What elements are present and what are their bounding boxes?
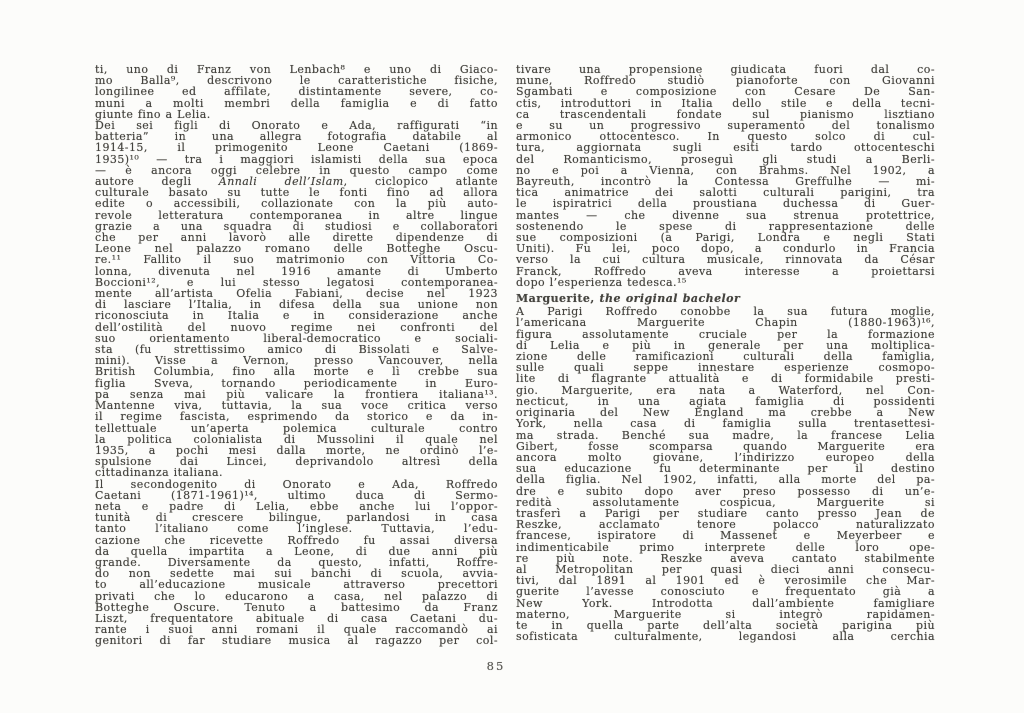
text-line: dre e subito dopo aver preso possesso di un’e- <box>516 484 935 498</box>
text-line: to all’educazione musicale attraverso precettori <box>95 578 498 592</box>
text-line: il regime fascista, esprimendo da storico e da in- <box>95 410 498 424</box>
text-line: Leone nel palazzo romano delle Botteghe Oscu- <box>95 242 498 256</box>
text-line: originaria del New England ma crebbe a New <box>516 406 935 420</box>
text-line: sostenendo le spese di rappresentazione delle <box>516 219 935 233</box>
text-line: Uniti). Fu lei, poco dopo, a condurlo in Francia <box>516 242 935 256</box>
text-line: necticut, in una agiata famiglia di possidenti <box>516 394 935 408</box>
text-line: cazione che ricevette Roffredo fu assai diversa <box>95 533 498 547</box>
text-line: tanto l’italiano come l’inglese. Tuttavia, l’edu- <box>95 522 498 536</box>
section-heading-bold: Marguerite, <box>516 292 595 306</box>
text-line: sulle quali seppe innestare esperienze cosmopo- <box>516 361 935 375</box>
text-line: lonna, divenuta nel 1916 amante di Umberto <box>95 264 498 278</box>
text-line: Il secondogenito di Onorato e Ada, Roffredo <box>95 477 498 491</box>
text-line: do non sedette mai sui banchi di scuola, avvia- <box>95 567 498 581</box>
text-line: Reszke, acclamato tenore polacco naturalizzato <box>516 518 935 532</box>
text-line: guerite l’avesse conosciuto e frequentato già a <box>516 585 935 599</box>
text-line: mune, Roffredo studiò pianoforte con Giovanni <box>516 74 935 88</box>
text-line: re.¹¹ Fallito il suo matrimonio con Vittoria Co- <box>95 253 498 267</box>
text-line: lite di flagrante attualità e di formidabile presti- <box>516 372 935 386</box>
text-line: della figlia. Nel 1902, infatti, alla morte del pa- <box>516 473 935 487</box>
text-line: di Lelia e più in generale per una moltiplica- <box>516 338 935 352</box>
text-line: cittadinanza italiana. <box>95 466 223 480</box>
text-line: Boccioni¹², e lui stesso legatosi contemporanea- <box>95 275 498 289</box>
text-line: mini). Visse a Vernon, presso Vancouver, nella <box>95 354 498 368</box>
text-line: genitori di far studiare musica al ragazzo per col- <box>95 634 498 648</box>
text-line: 1935, a pochi mesi dalla morte, ne ordinò l’e- <box>95 443 498 457</box>
text-line: New York. Introdotta dall’ambiente famigliare <box>516 596 935 610</box>
text-line: York, nella casa di famiglia sulla trentasettesi- <box>516 417 935 431</box>
text-line: grazie a una squadra di studiosi e collaboratori <box>95 219 498 233</box>
text-line: giunte fino a Lelia. <box>95 107 211 121</box>
text-line: sta (fu strettissimo amico di Bissolati e Salve- <box>95 343 498 357</box>
text-line: materno, Marguerite si integrò rapidamen- <box>516 607 935 621</box>
text-line: indimenticabile primo interprete delle loro ope- <box>516 540 935 554</box>
text-line: edite o accessibili, collazionate con la più auto- <box>95 197 498 211</box>
text-line: mantes — che divenne sua strenua protettrice, <box>516 208 935 222</box>
text-line: autore degli Annali dell’Islam, ciclopico atlante <box>95 175 498 189</box>
right-column-para1 <box>516 64 935 288</box>
text-line: figura assolutamente cruciale per la formazione <box>516 327 935 341</box>
text-line: Mantenne viva, tuttavia, la sua voce critica verso <box>95 399 498 413</box>
text-line: dell’ostilità del nuovo regime nei confronti del <box>95 320 498 334</box>
text-line: longilinee ed affilate, distintamente severe, co- <box>95 85 498 99</box>
left-column-lines <box>95 64 498 647</box>
text-line: sua educazione fu determinante per il destino <box>516 462 935 476</box>
text-line: rante i suoi anni romani il quale raccomandò ai <box>95 623 498 637</box>
text-line: gio. Marguerite, era nata a Waterford, nel Con- <box>516 383 935 397</box>
text-line: ti, uno di Franz von Lenbach⁸ e uno di Giaco- <box>95 63 498 76</box>
text-line: Liszt, frequentatore abituale di casa Caetani du- <box>95 611 498 625</box>
text-line: tellettuale un’aperta polemica culturale contro <box>95 421 498 435</box>
text-line: — è ancora oggi celebre in questo campo come <box>95 163 498 177</box>
text-line: tivare una propensione giudicata fuori dal co- <box>516 63 935 76</box>
text-line: 1914-15, il primogenito Leone Caetani (1869- <box>95 141 498 155</box>
text-line: redità assolutamente cospicua, Marguerite si <box>516 495 935 509</box>
text-line: ma strada. Benché sua madre, la francese Lelia <box>516 428 935 442</box>
text-line: da quella impartita a Leone, di due anni più <box>95 544 498 558</box>
left-column <box>95 64 498 647</box>
text-line: A Parigi Roffredo conobbe la sua futura moglie, <box>516 305 935 319</box>
text-line: verso la cui cultura musicale, rinnovata da César <box>516 253 935 267</box>
text-line: mo Balla⁹, descrivono le caratteristiche fisiche, <box>95 74 498 88</box>
text-line: culturale basato su tutte le fonti fino ad allora <box>95 186 498 200</box>
text-line: che per anni lavorò alle dirette dipendenze di <box>95 231 498 245</box>
text-line: suo orientamento liberal-democratico e sociali- <box>95 331 498 345</box>
text-line: la politica colonialista di Mussolini il quale nel <box>95 432 498 446</box>
text-line: tunità di crescere bilingue, parlandosi in casa <box>95 511 498 525</box>
text-line: Bayreuth, incontrò la Contessa Greffulhe — mi- <box>516 175 935 189</box>
text-line: batteria” in una allegra fotografia databile al <box>95 130 498 144</box>
text-line: Franck, Roffredo aveva interesse a proiettarsi <box>516 264 935 278</box>
text-line: le ispiratrici della proustiana duchessa di Guer- <box>516 197 935 211</box>
text-line: trasferì a Parigi per studiare canto presso Jean de <box>516 506 935 520</box>
text-line: British Columbia, fino alla morte e lì crebbe sua <box>95 365 498 379</box>
text-line: mente all’artista Ofelia Fabiani, decise nel 1923 <box>95 287 498 301</box>
text-line: spulsione dai Lincei, deprivandolo altresì della <box>95 455 498 469</box>
text-line: ancora molto giovane, l’indirizzo europeo della <box>516 450 935 464</box>
text-line: Dei sei figli di Onorato e Ada, raffigurati “in <box>95 119 498 133</box>
section-heading-italic: the original bachelor <box>599 292 741 306</box>
text-line: figlia Sveva, tornando periodicamente in Euro- <box>95 376 498 390</box>
text-line: re più note. Reszke aveva cantato stabilmente <box>516 551 935 565</box>
text-line: di lasciare l’Italia, in difesa della sua unione non <box>95 298 498 312</box>
text-line: al Metropolitan per quasi dieci anni consecu- <box>516 562 935 576</box>
text-line: del Romanticismo, proseguì gli studi a Berli- <box>516 152 935 166</box>
text-line: ctis, introduttori in Italia dello stile e della tecni- <box>516 96 935 110</box>
text-line: 1935)¹⁰ — tra i maggiori islamisti della sua epoca <box>95 152 498 166</box>
text-line: tura, aggiornata sugli esiti tardo ottocenteschi <box>516 141 935 155</box>
text-line: Botteghe Oscure. Tenuto a battesimo da Franz <box>95 600 498 614</box>
text-line: zione delle ramificazioni culturali della famiglia, <box>516 350 935 364</box>
right-column-para2 <box>516 306 935 642</box>
text-line: Sgambati e composizione con Cesare De San- <box>516 85 935 99</box>
text-line: riconosciuta in Italia e in considerazione anche <box>95 309 498 323</box>
text-line: ca trascendentali fondate sul pianismo lisztiano <box>516 107 935 121</box>
text-line: neta e padre di Lelia, ebbe anche lui l’oppor- <box>95 499 498 513</box>
text-line: dopo l’esperienza tedesca.¹⁵ <box>516 275 687 289</box>
page-number: 85 <box>486 659 506 673</box>
text-line: tica animatrice dei salotti culturali parigini, tra <box>516 186 935 200</box>
text-line: armonico ottocentesco. In questo solco di cul- <box>516 130 935 144</box>
text-line: te in quella parte dell’alta società parigina più <box>516 618 935 632</box>
text-line: no e poi a Vienna, con Brahms. Nel 1902, a <box>516 163 935 177</box>
text-line: sofisticata culturalmente, legandosi alla cerchia <box>516 630 935 644</box>
right-column <box>516 64 935 642</box>
text-line: francese, ispiratore di Massenet e Meyerbeer e <box>516 529 935 543</box>
text-line: muni a molti membri della famiglia e di fatto <box>95 96 498 110</box>
text-line: sue composizioni (a Parigi, Londra e negli Stati <box>516 231 935 245</box>
text-line: pa senza mai più valicare la frontiera italiana¹³. <box>95 387 498 401</box>
text-line: l’americana Marguerite Chapin (1880-1963)¹⁶, <box>516 316 935 330</box>
text-line: grande. Diversamente da questo, infatti, Roffre- <box>95 555 498 569</box>
section-heading <box>516 293 935 304</box>
text-line: Caetani (1871-1961)¹⁴, ultimo duca di Sermo- <box>95 488 498 502</box>
text-line: e su un progressivo superamento del tonalismo <box>516 119 935 133</box>
text-line: revole letteratura contemporanea in altre lingue <box>95 208 498 222</box>
text-line: tivi, dal 1891 al 1901 ed è verosimile che Mar- <box>516 574 935 588</box>
text-line: Gibert, fosse scomparsa quando Marguerite era <box>516 439 935 453</box>
text-line: privati che lo educarono a casa, nel palazzo di <box>95 589 498 603</box>
